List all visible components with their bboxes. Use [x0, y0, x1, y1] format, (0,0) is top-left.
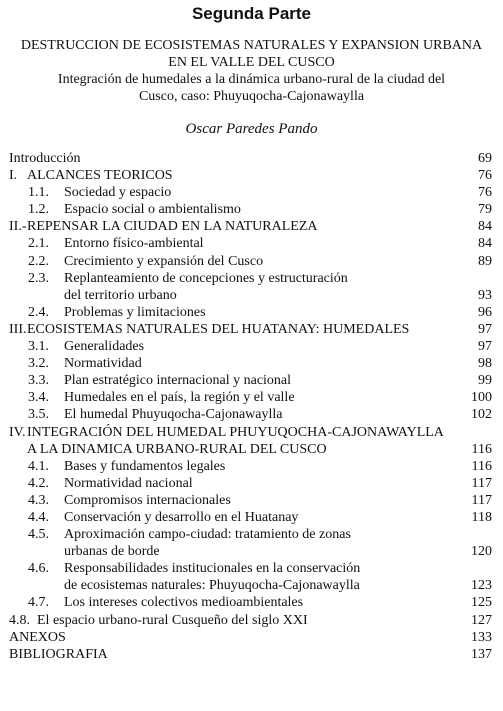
- toc-entry-number: 2.1.: [28, 236, 49, 252]
- table-of-contents: [9, 150, 492, 663]
- chapter-title-line: EN EL VALLE DEL CUSCO: [168, 55, 335, 70]
- toc-entry-page: 76: [478, 185, 492, 201]
- toc-entry-title: del territorio urbano: [64, 287, 177, 303]
- toc-entry-page: 100: [471, 390, 492, 406]
- toc-entry-number: 3.3.: [28, 373, 49, 389]
- toc-entry-page: 117: [471, 492, 492, 508]
- toc-entry-number: 3.5.: [28, 407, 49, 423]
- toc-entry-page: 127: [471, 612, 492, 628]
- toc-entry-number: IV.: [9, 424, 26, 440]
- toc-entry-number: 3.1.: [28, 339, 49, 355]
- toc-entry-page: 93: [478, 287, 492, 303]
- toc-entry-number: 4.5.: [28, 527, 49, 543]
- toc-entry-page: 123: [471, 578, 492, 594]
- toc-entry: [9, 253, 492, 270]
- toc-entry: [9, 406, 492, 423]
- toc-entry-title: de ecosistemas naturales: Phuyuqocha-Cajonawaylla: [64, 578, 360, 594]
- chapter-subtitle-line: Cusco, caso: Phuyuqocha-Cajonawaylla: [138, 89, 365, 104]
- toc-entry: [9, 492, 492, 509]
- toc-entry-title: Responsabilidades institucionales en la conservación: [64, 561, 361, 577]
- toc-entry-page: 120: [471, 544, 492, 560]
- toc-entry: [9, 150, 492, 167]
- toc-entry-page: 69: [478, 151, 492, 166]
- toc-entry: [9, 184, 492, 201]
- toc-entry-title: Bases y fundamentos legales: [64, 458, 226, 474]
- toc-entry: [9, 218, 492, 235]
- toc-entry-page: 116: [471, 458, 492, 474]
- toc-entry-page: 89: [478, 253, 492, 269]
- toc-entry-title: REPENSAR LA CIUDAD EN LA NATURALEZA: [27, 219, 318, 235]
- toc-entry: [9, 646, 492, 663]
- toc-entry: [9, 424, 492, 441]
- toc-entry-number: 2.2.: [28, 253, 49, 269]
- toc-entry-title: ECOSISTEMAS NATURALES DEL HUATANAY: HUMEDALES: [27, 321, 410, 337]
- toc-entry-page: 102: [471, 407, 492, 423]
- toc-entry: [9, 355, 492, 372]
- toc-entry-title: Los intereses colectivos medioambientales: [64, 595, 304, 611]
- toc-entry-page: 96: [478, 304, 492, 320]
- toc-entry: [9, 594, 492, 611]
- toc-entry-page: 79: [478, 202, 492, 218]
- toc-entry: [9, 526, 492, 543]
- toc-entry-number: 4.3.: [28, 492, 49, 508]
- toc-entry-number: 4.4.: [28, 509, 49, 525]
- toc-entry-number: 1.2.: [28, 202, 49, 218]
- toc-entry-number: I.: [9, 168, 18, 184]
- toc-entry: [9, 577, 492, 594]
- toc-entry-page: 76: [478, 168, 492, 184]
- toc-entry-page: 116: [471, 441, 492, 457]
- toc-entry-page: 125: [471, 595, 492, 611]
- toc-entry-page: 84: [478, 219, 492, 235]
- toc-entry: [9, 321, 492, 338]
- toc-entry: [9, 475, 492, 492]
- toc-entry-number: 4.6.: [28, 561, 49, 577]
- toc-entry-title: Espacio social o ambientalismo: [64, 202, 241, 218]
- toc-entry: [9, 372, 492, 389]
- toc-entry-number: II.-: [9, 219, 27, 235]
- chapter-subtitle-line: Integración de humedales a la dinámica urbano-rural de la ciudad del: [57, 72, 446, 87]
- toc-entry: [9, 543, 492, 560]
- toc-entry-title: Normatividad nacional: [64, 475, 193, 491]
- toc-entry: [9, 629, 492, 646]
- toc-entry: [9, 201, 492, 218]
- toc-entry-page: 133: [471, 629, 492, 645]
- toc-entry-number: 4.2.: [28, 475, 49, 491]
- toc-entry: [9, 458, 492, 475]
- toc-entry-title: El espacio urbano-rural Cusqueño del siglo XXI: [37, 612, 308, 628]
- toc-entry-page: 97: [478, 321, 492, 337]
- toc-entry: [9, 389, 492, 406]
- toc-entry-number: 1.1.: [28, 185, 49, 201]
- toc-entry-page: 84: [478, 236, 492, 252]
- toc-entry-number: 2.4.: [28, 304, 49, 320]
- toc-entry-page: 97: [478, 339, 492, 355]
- toc-entry-title: Normatividad: [64, 356, 142, 372]
- toc-entry-title: A LA DINAMICA URBANO-RURAL DEL CUSCO: [27, 441, 327, 457]
- toc-entry: [9, 612, 492, 629]
- toc-entry: [9, 270, 492, 287]
- toc-entry-title: urbanas de borde: [64, 544, 160, 560]
- toc-entry-title: Humedales en el país, la región y el valle: [64, 390, 295, 406]
- toc-entry-number: 4.1.: [28, 458, 49, 474]
- toc-entry: [9, 304, 492, 321]
- toc-entry-page: 98: [478, 356, 492, 372]
- toc-entry-page: 118: [471, 509, 492, 525]
- toc-entry-title: Crecimiento y expansión del Cusco: [64, 253, 264, 269]
- toc-entry-title: Aproximación campo-ciudad: tratamiento de zonas: [64, 527, 351, 543]
- toc-entry: [9, 509, 492, 526]
- toc-entry-title: Generalidades: [64, 339, 145, 355]
- toc-entry-title: Compromisos internacionales: [64, 492, 231, 508]
- toc-entry: [9, 287, 492, 304]
- toc-entry-title: BIBLIOGRAFIA: [9, 646, 108, 662]
- toc-entry-page: 137: [471, 646, 492, 662]
- chapter-title-line: DESTRUCCION DE ECOSISTEMAS NATURALES Y EXPANSION URBANA: [20, 38, 483, 53]
- toc-entry: [9, 167, 492, 184]
- toc-entry-number: 3.2.: [28, 356, 49, 372]
- chapter-title-block: [0, 37, 503, 105]
- author-name: Oscar Paredes Pando: [185, 121, 318, 137]
- toc-entry-number: 3.4.: [28, 390, 49, 406]
- toc-entry-page: 99: [478, 373, 492, 389]
- part-title: Segunda Parte: [191, 4, 312, 23]
- toc-entry-page: 117: [471, 475, 492, 491]
- toc-entry-title: Sociedad y espacio: [64, 185, 172, 201]
- toc-entry-title: Conservación y desarrollo en el Huatanay: [64, 509, 299, 525]
- toc-entry-number: 4.7.: [28, 595, 49, 611]
- toc-entry-title: INTEGRACIÓN DEL HUMEDAL PHUYUQOCHA-CAJONAWAYLLA: [27, 424, 444, 440]
- toc-entry-number: 2.3.: [28, 270, 49, 286]
- toc-entry-title: ANEXOS: [9, 629, 66, 645]
- toc-entry-title: Entorno físico-ambiental: [64, 236, 204, 252]
- toc-entry-number: III.: [9, 321, 27, 337]
- toc-entry-title: ALCANCES TEORICOS: [27, 168, 173, 184]
- toc-entry: [9, 338, 492, 355]
- toc-entry-title: Problemas y limitaciones: [64, 304, 206, 320]
- toc-entry: [9, 560, 492, 577]
- toc-entry-title: Replanteamiento de concepciones y estructuración: [64, 270, 348, 286]
- toc-entry-title: Plan estratégico internacional y nacional: [64, 373, 292, 389]
- toc-entry-number: 4.8.: [9, 612, 30, 628]
- toc-entry-title: Introducción: [9, 151, 81, 166]
- toc-entry: [9, 235, 492, 252]
- toc-entry: [9, 441, 492, 458]
- toc-entry-title: El humedal Phuyuqocha-Cajonawaylla: [64, 407, 283, 423]
